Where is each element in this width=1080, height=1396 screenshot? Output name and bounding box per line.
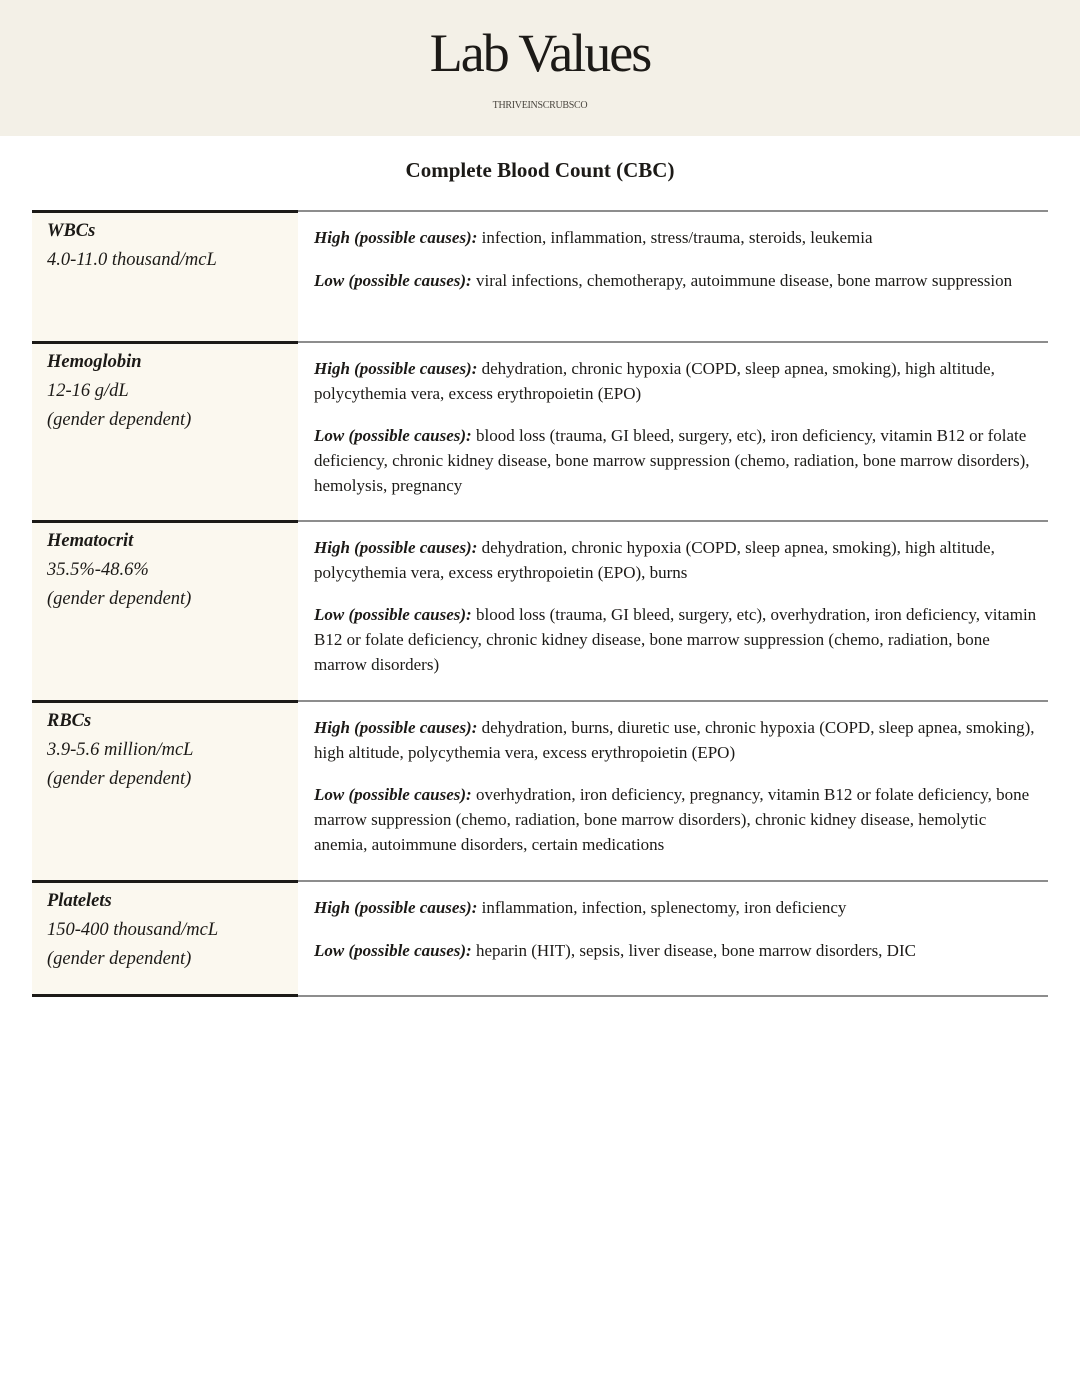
lab-name-cell [32, 882, 298, 995]
low-causes: Low (possible causes): overhydration, iron deficiency, pregnancy, vitamin B12 or folate deficiency, bone marrow suppression (chemo, radiation, bone marrow disorders), chronic kidney disease, hemolytic anemia, autoimmune disorders, certain medications [314, 785, 1030, 854]
table-row [32, 522, 1048, 702]
low-causes: Low (possible causes): heparin (HIT), sepsis, liver disease, bone marrow disorders, DIC [314, 940, 916, 960]
low-causes: Low (possible causes): blood loss (trauma, GI bleed, surgery, etc), overhydration, iron deficiency, vitamin B12 or folate deficiency, chronic kidney disease, bone marrow suppression (chemo, radiation, bone marrow disorders) [314, 605, 1037, 674]
low-causes: Low (possible causes): viral infections, chemotherapy, autoimmune disease, bone marrow suppression [314, 270, 1013, 290]
lab-note: (gender dependent) [47, 949, 192, 970]
lab-causes-cell [298, 343, 1048, 520]
lab-range: 150-400 thousand/mcL [47, 919, 219, 940]
table-row [32, 882, 1048, 997]
section-title: Complete Blood Count (CBC) [405, 158, 675, 182]
lab-name: Platelets [47, 891, 112, 911]
lab-name: WBCs [47, 221, 96, 241]
lab-range: 4.0-11.0 thousand/mcL [47, 249, 217, 270]
lab-causes-cell [298, 212, 1048, 341]
high-causes: High (possible causes): dehydration, chronic hypoxia (COPD, sleep apnea, smoking), high altitude, polycythemia vera, excess erythropoietin (EPO), burns [314, 538, 995, 582]
table-row [32, 702, 1048, 882]
high-causes: High (possible causes): dehydration, burns, diuretic use, chronic hypoxia (COPD, sleep apnea, smoking), high altitude, polycythemia vera, excess erythropoietin (EPO) [314, 718, 1035, 762]
page-title: Lab Values [429, 23, 651, 83]
lab-range: 3.9-5.6 million/mcL [47, 739, 194, 760]
lab-range: 35.5%-48.6% [47, 559, 149, 580]
lab-values-table [32, 210, 1048, 997]
lab-causes-cell [298, 702, 1048, 880]
table-row [32, 343, 1048, 522]
lab-name-cell [32, 343, 298, 520]
high-causes: High (possible causes): infection, inflammation, stress/trauma, steroids, leukemia [314, 228, 873, 247]
lab-name: Hematocrit [47, 531, 134, 551]
high-causes: High (possible causes): inflammation, infection, splenectomy, iron deficiency [314, 898, 847, 917]
page-header [0, 0, 1080, 136]
lab-name: RBCs [47, 711, 92, 731]
lab-name: Hemoglobin [47, 352, 142, 372]
lab-name-cell [32, 522, 298, 700]
high-causes: High (possible causes): dehydration, chronic hypoxia (COPD, sleep apnea, smoking), high altitude, polycythemia vera, excess erythropoietin (EPO) [314, 359, 995, 403]
brand-name: THRIVEINSCRUBSCO [492, 100, 588, 111]
table-row [32, 212, 1048, 343]
lab-causes-cell [298, 522, 1048, 700]
lab-causes-cell [298, 882, 1048, 995]
lab-note: (gender dependent) [47, 769, 192, 790]
lab-range: 12-16 g/dL [47, 380, 129, 401]
low-causes: Low (possible causes): blood loss (trauma, GI bleed, surgery, etc), iron deficiency, vitamin B12 or folate deficiency, chronic kidney disease, bone marrow suppression (chemo, radiation, bone marrow disorders), hemolysis, pregnancy [314, 426, 1030, 495]
lab-name-cell [32, 212, 298, 341]
lab-note: (gender dependent) [47, 410, 192, 431]
lab-note: (gender dependent) [47, 589, 192, 610]
lab-name-cell [32, 702, 298, 880]
